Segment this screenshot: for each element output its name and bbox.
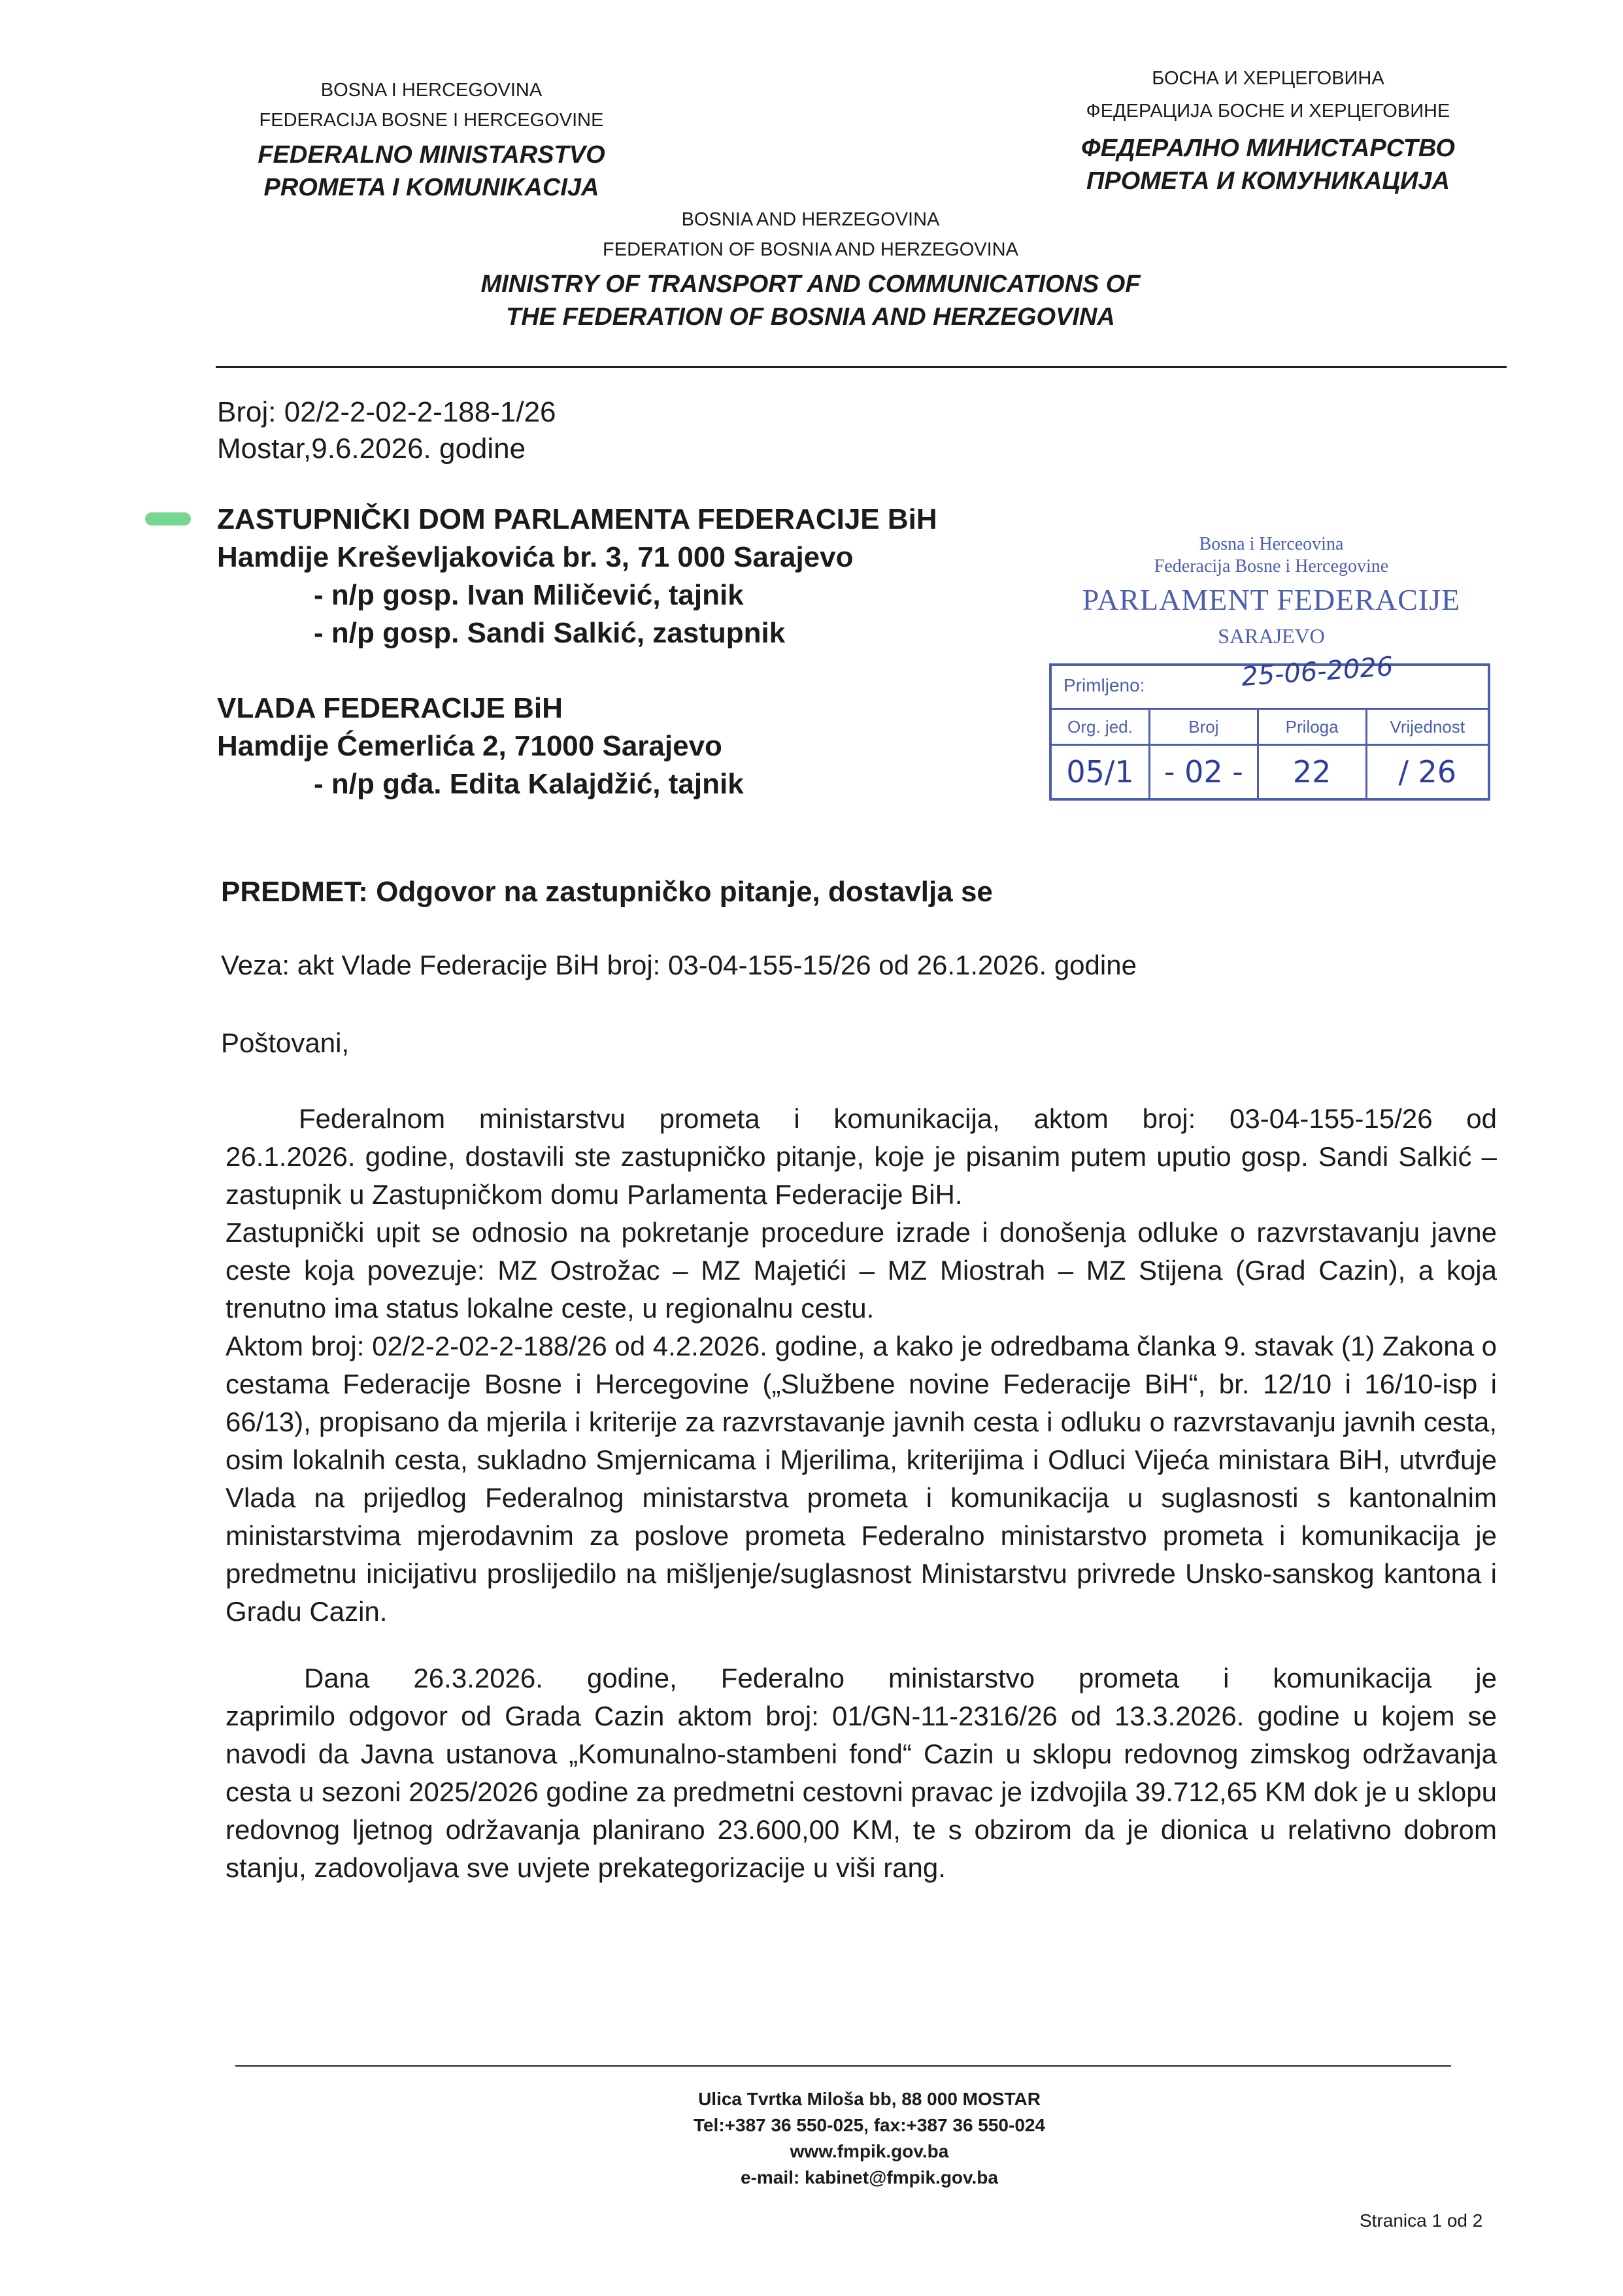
stamp-header-row [1052,710,1488,744]
stamp-line1: Bosna i Herceovina [1199,534,1344,554]
recipient-1-attention-1: - n/p gosp. Ivan Miličević, tajnik [314,579,744,611]
footer-website[interactable]: www.fmpik.gov.ba [790,2141,949,2161]
header-right-line4: ПРОМЕТА И КОМУНИКАЦИЈА [1086,167,1450,195]
stamp-value-priloga: 22 [1259,746,1367,798]
document-number: Broj: 02/2-2-02-2-188-1/26 [217,396,556,428]
stamp-col-org: Org. jed. [1052,710,1150,744]
header-right-line2: ФЕДЕРАЦИЈА БОСНЕ И ХЕРЦЕГОВИНЕ [1086,101,1450,122]
header-center-line3: MINISTRY OF TRANSPORT AND COMMUNICATIONS OF [480,271,1141,298]
stamp-col-broj: Broj [1150,710,1259,744]
stamp-col-priloga: Priloga [1259,710,1367,744]
paragraph-1-rest: 26.1.2026. godine, dostavili ste zastupničko pitanje, koje je pisanim putem uputio gosp. Sandi Salkić – zastupnik u Zastupničkom domu Parlamenta Federacije BiH. [226,1141,1497,1210]
header-divider [216,366,1507,368]
letter-body [226,1100,1497,1887]
salutation: Poštovani, [221,1027,350,1058]
stamp-line4: SARAJEVO [1218,624,1325,648]
header-left-line3: FEDERALNO MINISTARSTVO [258,141,605,169]
subject-line: PREDMET: Odgovor na zastupničko pitanje, dostavlja se [221,876,993,908]
recipient-1-name: ZASTUPNIČKI DOM PARLAMENTA FEDERACIJE BiH [217,503,937,535]
header-right-line1: БОСНА И ХЕРЦЕГОВИНА [1152,68,1384,89]
footer-divider [235,2065,1451,2067]
header-left-line1: BOSNA I HERCEGOVINA [320,80,543,101]
stamp-table [1049,651,1490,801]
header-center-line1: BOSNIA AND HERZEGOVINA [681,209,940,230]
recipient-1-address: Hamdije Kreševljakovića br. 3, 71 000 Sarajevo [217,541,854,573]
stamp-line3: PARLAMENT FEDERACIJE [1082,583,1461,616]
header-center-line4: THE FEDERATION OF BOSNIA AND HERZEGOVINA [506,303,1115,331]
reference-line: Veza: akt Vlade Federacije BiH broj: 03-04-155-15/26 od 26.1.2026. godine [221,950,1137,980]
stamp-col-vrijednost: Vrijednost [1390,717,1465,737]
header-left-line2: FEDERACIJA BOSNE I HERCEGOVINE [259,110,604,131]
recipient-1-attention-2: - n/p gosp. Sandi Salkić, zastupnik [314,617,786,649]
header-left-line4: PROMETA I KOMUNIKACIJA [263,174,599,201]
stamp-value-vrijednost: / 26 [1398,754,1457,790]
stamp-value-broj: - 02 - [1150,746,1259,798]
paragraph-3: Aktom broj: 02/2-2-02-2-188/26 od 4.2.2026. godine, a kako je odredbama članka 9. stavak (1) Zakona o cestama Federacije Bosne i Hercegovine („Službene novine Federacije BiH“, br. 12/10 i 16/10-isp i 66/13), propisano da mjerila i kriterije za razvrstavanje javnih cesta i odluku o razvrstavanju javnih cesta, osim lokalnih cesta, sukladno Smjernicama i Mjerilima, kriterijima i Odluci Vijeća ministara BiH, utvrđuje Vlada na prijedlog Federalnog ministarstva prometa i komunikacija u suglasnosti s kantonalnim ministarstvima mjerodavnim za poslove prometa Federalno ministarstvo prometa i komunikacija je predmetnu inicijativu proslijedilo na mišljenje/suglasnost Ministarstvu privrede Unsko-sanskog kantona i Gradu Cazin. [226,1331,1497,1627]
header-right-line3: ФЕДЕРАЛНО МИНИСТАРСТВО [1081,135,1455,162]
received-stamp [1046,533,1497,807]
paragraph-1-first-line: Federalnom ministarstvu prometa i komunikacija, aktom broj: 03-04-155-15/26 od [299,1103,1497,1134]
stamp-value-row [1052,746,1488,798]
footer-email[interactable]: e-mail: kabinet@fmpik.gov.ba [741,2167,998,2188]
stamp-received-label: Primljeno: [1063,675,1145,695]
paragraph-2: Zastupnički upit se odnosio na pokretanje procedure izrade i donošenja odluke o razvrstavanju javne ceste koja povezuje: MZ Ostrožac – MZ Majetići – MZ Miostrah – MZ Stijena (Grad Cazin), a koja trenutno ima status lokalne ceste, u regionalnu cestu. [226,1217,1497,1323]
page-number: Stranica 1 od 2 [1360,2210,1483,2231]
footer-phone-fax: Tel:+387 36 550-025, fax:+387 36 550-024 [693,2115,1046,2135]
recipient-2-address: Hamdije Ćemerlića 2, 71000 Sarajevo [217,730,722,762]
footer-address: Ulica Tvrtka Miloša bb, 88 000 MOSTAR [698,2089,1041,2109]
stamp-value-org: 05/1 [1052,746,1150,798]
paragraph-4-first-line: Dana 26.3.2026. godine, Federalno ministarstvo prometa i komunikacija je [304,1663,1497,1693]
header-center-line2: FEDERATION OF BOSNIA AND HERZEGOVINA [603,239,1018,260]
paragraph-4-rest: zaprimilo odgovor od Grada Cazin aktom broj: 01/GN-11-2316/26 od 13.3.2026. godine u kojem se navodi da Javna ustanova „Komunalno-stambeni fond“ Cazin u sklopu redovnog zimskog održavanja cesta u sezoni 2025/2026 godine za predmetni cestovni pravac je izdvojila 39.712,65 KM dok je u sklopu redovnog ljetnog održavanja planirano 23.600,00 KM, te s obzirom da je dionica u relativno dobrom stanju, zadovoljava sve uvjete prekategorizacije u viši rang. [226,1701,1497,1883]
stamp-line2: Federacija Bosne i Hercegovine [1154,556,1389,576]
place-and-date: Mostar,9.6.2026. godine [217,433,526,465]
recipient-2-name: VLADA FEDERACIJE BiH [217,692,563,724]
recipient-2-attention-1: - n/p gđa. Edita Kalajdžić, tajnik [314,768,744,800]
stamp-received-date: 25-06-2026 [1240,651,1394,693]
highlighter-mark [145,512,191,525]
